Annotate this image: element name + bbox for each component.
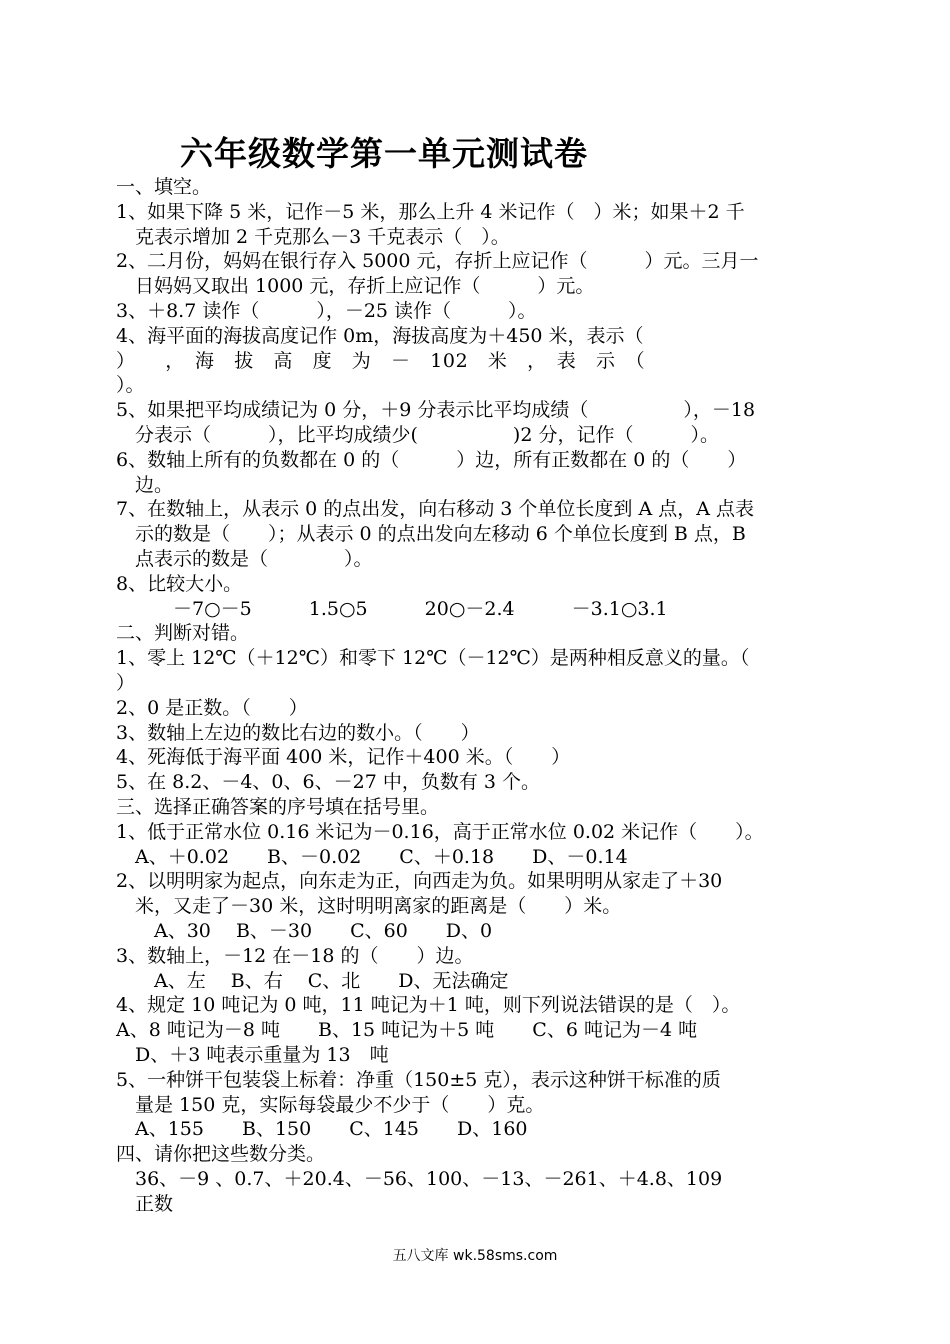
text-line: 米，又走了－30 米，这时明明离家的距离是（ ）米。 [116,895,622,918]
text-line: 6、数轴上所有的负数都在 0 的（ ）边，所有正数都在 0 的（ ） [116,448,747,471]
text-line: 点表示的数是（ ）。 [116,548,373,570]
text-line: ） ， 海 拔 高 度 为 － 102 米 ， 表 示 （ [116,349,646,372]
text-line: 正数 [116,1192,174,1215]
text-line: 2、二月份，妈妈在银行存入 5000 元，存折上应记作（ ）元。三月一 [116,250,759,273]
text-line: 三、选择正确答案的序号填在括号里。 [116,796,440,818]
text-line: A、8 吨记为－8 吨 B、15 吨记为＋5 吨 C、6 吨记为－4 吨 [116,1019,698,1042]
text-line: 3、＋8.7 读作（ ），－25 读作（ ）。 [116,300,537,322]
text-line: 2、以明明家为起点，向东走为正，向西走为负。如果明明从家走了＋30 [116,870,723,893]
text-line: 5、一种饼干包装袋上标着：净重（150±5 克），表示这种饼干标准的质 [116,1068,721,1091]
text-line: 日妈妈又取出 1000 元，存折上应记作（ ）元。 [116,275,595,298]
text-line: 3、数轴上，－12 在－18 的（ ）边。 [116,944,474,967]
text-line: 1、零上 12℃（＋12℃）和零下 12℃（－12℃）是两种相反意义的量。（ [116,647,750,670]
text-line: 4、规定 10 吨记为 0 吨，11 吨记为＋1 吨，则下列说法错误的是（ ）。 [116,994,741,1017]
text-line: 克表示增加 2 千克那么－3 千克表示（ ）。 [116,225,510,248]
text-line: A、155 B、150 C、145 D、160 [116,1118,528,1141]
text-line: 分表示（ ），比平均成绩少( )2 分，记作（ ）。 [116,424,719,446]
text-line: 边。 [116,473,174,496]
text-line: 4、死海低于海平面 400 米，记作＋400 米。（ ） [116,746,571,769]
text-line: ）。 [116,374,145,397]
text-line: A、30 B、－30 C、60 D、0 [116,920,493,942]
text-line: ） [116,672,136,694]
text-line: 8、比较大小。 [116,572,243,595]
text-line: 4、海平面的海拔高度记作 0m，海拔高度为＋450 米，表示（ [116,324,644,347]
text-line: 1、低于正常水位 0.16 米记为－0.16，高于正常水位 0.02 米记作（ ）。 [116,820,764,843]
text-line: 量是 150 克，实际每袋最少不少于（ ）克。 [116,1093,545,1116]
text-line: A、左 B、右 C、北 D、无法确定 [116,969,509,992]
text-line: －7○－5 1.5○5 20○－2.4 －3.1○3.1 [116,597,668,620]
text-line: 5、在 8.2、－4、0、6、－27 中，负数有 3 个。 [116,771,540,794]
text-line: 示的数是（ ）；从表示 0 的点出发向左移动 6 个单位长度到 B 点，B [116,523,746,546]
text-line: 四、请你把这些数分类。 [116,1143,326,1166]
text-line: 一、填空。 [116,176,212,198]
footer-watermark: 五八文库 wk.58sms.com [392,1248,558,1264]
text-line: 5、如果把平均成绩记为 0 分，＋9 分表示比平均成绩（ ），－18 [116,399,756,422]
text-line: 二、判断对错。 [116,622,250,645]
text-line: 1、如果下降 5 米，记作－5 米，那么上升 4 米记作（ ）米；如果＋2 千 [116,200,745,223]
text-line: 7、在数轴上，从表示 0 的点出发，向右移动 3 个单位长度到 A 点，A 点表 [116,498,754,521]
text-line: D、＋3 吨表示重量为 13 吨 [116,1044,389,1066]
text-line: 36、－9 、0.7、＋20.4、－56、100、－13、－261、＋4.8、109 [116,1168,723,1190]
page-title: 六年级数学第一单元测试卷 [180,134,588,173]
text-line: 3、数轴上左边的数比右边的数小。（ ） [116,721,480,744]
text-line: A、＋0.02 B、－0.02 C、＋0.18 D、－0.14 [116,845,628,868]
text-line: 2、0 是正数。（ ） [116,696,308,719]
